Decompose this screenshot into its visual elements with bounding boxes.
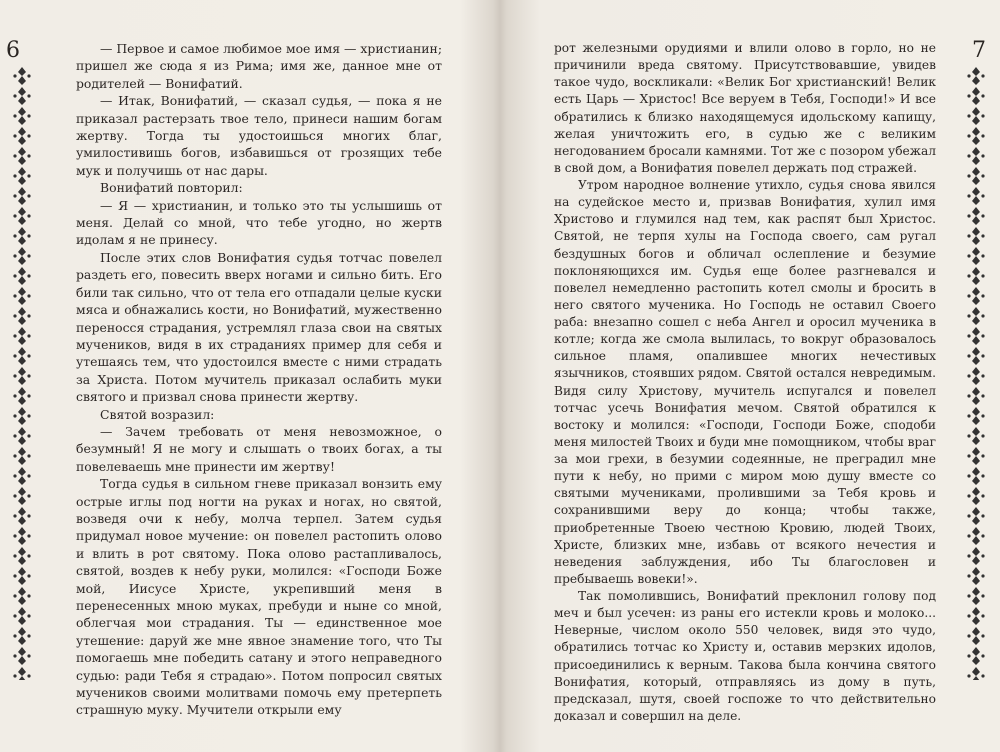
paragraph: Так помолившись, Вонифатий преклонил голову под меч и был усечен: из раны его истекли кровь и молоко... Неверные, числом около 550 человек, видя это чудо, обратились тотчас ко Христу и, оставив мерзких идолов, присоединились к верным. Такова была кончина святого Вонифатия, который, отправляясь из дому в путь, предсказал, шутя, своей госпоже то что действительно доказал и совершил на деле. [554, 589, 936, 723]
paragraph: — Я — христианин, и только это ты услышишь от меня. Делай со мной, что тебе угодно, но жертв идолам я не принесу. [76, 197, 442, 248]
paragraph: — Первое и самое любимое мое имя — христианин; пришел же сюда я из Рима; имя же, данное мне от родителей — Вонифатий. [76, 41, 442, 91]
paragraph: — Итак, Вонифатий, — сказал судья, — пока я не приказал растерзать твое тело, принеси нашим богам жертву. Тогда ты удостоишься многих благ, умилостивишь богов, избавишься от грозящих тебе мук и получишь от нас дары. [76, 93, 442, 178]
page-number: 7 [972, 38, 986, 63]
page-number: 6 [6, 38, 20, 63]
left-page [0, 0, 498, 752]
paragraph: Утром народное волнение утихло, судья снова явился на судейское место и, призвав Вонифатия, хулил имя Христово и глумился над тем, как распят был Христос. Святой, не терпя хулы на Господа своего, сам ругал бездушных богов и обличал ослепление и безумие поклоняющихся им. Судья еще более разгневался и повелел немедленно растопить котел смолы и бросить в него святого мученика. Но Господь не оставил Своего раба: внезапно сошел с неба Ангел и оросил мученика в котле; когда же смола вылилась, то вокруг образовалось сильное пламя, опалившее многих нечестивых язычников, стоявших рядом. Святой остался невредимым. Видя силу Христову, мучитель испугался и повелел тотчас усечь Вонифатия мечом. Святой обратился к востоку и молился: «Господи, Господи Боже, сподоби меня милостей Твоих и буди мне помощником, чтобы враг за мои грехи, в безумии содеянные, не преградил мне пути к небу, но прими с миром мою душу вместе со святыми мучениками, пролившими за Тебя кровь и сохранившими веру до конца; чтобы также, приобретенные Твоею честною Кровию, людей Твоих, Христе, близких мне, избавь от всякого нечестия и неведения заблуждения, ибо Ты благословен и пребываешь вовеки!». [554, 178, 936, 586]
paragraph: Вонифатий повторил: [100, 180, 243, 196]
ornament-border-icon [966, 66, 986, 680]
ornament-border-icon [12, 66, 32, 680]
paragraph: После этих слов Вонифатия судья тотчас повелел раздеть его, повесить вверх ногами и сильно бить. Его били так сильно, что от тела его отпадали целые куски мяса и обнажались кости, но Вонифатий, мужественно переносся страдания, устремлял глаза свои на святых мучеников, видя в их страданиях пример для себя и утешаясь тем, что удостоился вместе с ними страдать за Христа. Потом мучитель приказал ослабить муки святого и призвал снова принести жертву. [76, 249, 442, 405]
page-body [76, 40, 442, 719]
paragraph: Тогда судья в сильном гневе приказал вонзить ему острые иглы под ногти на руках и ногах, но святой, возведя очи к небу, молча терпел. Затем судья придумал новое мучение: он повелел растопить олово и влить в рот святому. Пока олово растапливалось, святой, воздев к небу руки, молился: «Господи Боже мой, Иисусе Христе, укрепивший меня в перенесенных мною муках, пребуди и ныне со мной, облегчая мои страдания. Ты — единственное мое утешение: даруй же мне явное знамение того, что Ты помогаешь мне победить сатану и этого неправедного судью: ради Тебя я страдаю». Потом попросил святых мучеников своими молитвами помочь ему претерпеть страшную муку. Мучители открыли ему [76, 476, 442, 718]
page-body [554, 40, 936, 725]
right-page [502, 0, 1000, 752]
paragraph-continuation: рот железными орудиями и влили олово в горло, но не причинили вреда святому. Присутствовавшие, увидев такое чудо, воскликали: «Велик Бог христианский! Велик есть Царь — Христос! Все веруем в Тебя, Господи!» И все обратились к близко находящемуся идольскому капищу, желая уничтожить его, в судью же с великим негодованием бросали камнями. Тот же с позором убежал в свой дом, а Вонифатия повелел держать под стражей. [554, 41, 936, 175]
paragraph: Святой возразил: [100, 406, 215, 422]
paragraph: — Зачем требовать от меня невозможное, о безумный! Я не могу и слышать о твоих богах, а ты повелеваешь мне принести им жертву! [76, 423, 442, 474]
